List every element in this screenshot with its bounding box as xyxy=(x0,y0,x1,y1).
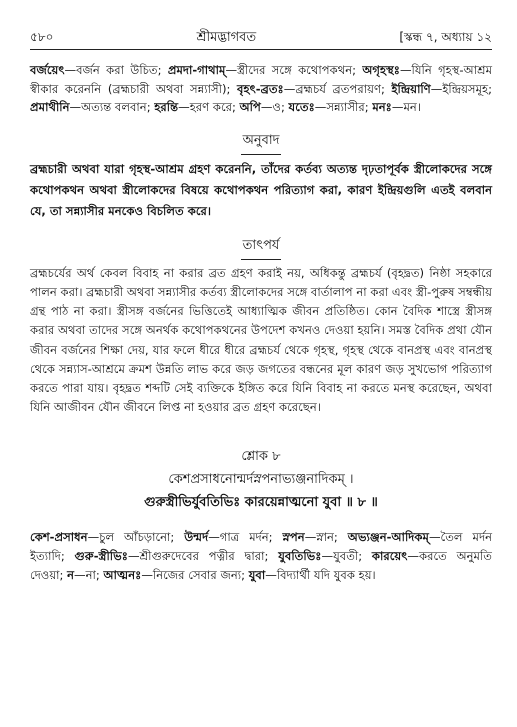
synonym-term: কারয়েৎ xyxy=(371,549,408,563)
synonym-term: উন্মর্দ xyxy=(184,530,209,545)
purport-text: ব্রহ্মচর্যের অর্থ কেবল বিবাহ না করার ব্রত গ্রহণ করাই নয়, অধিকন্তু ব্রহ্মচর্য (বৃহদ্ব্রত) নিষ্ঠা সহকারে পালন করা। ব্রহ্মচারী অথবা সন্ন্যাসীর কর্তব্য স্ত্রীলোকদের সঙ্গে বার্তালাপ না করা এবং স্ত্রী-পুরুষ সম্বন্ধীয় গ্রন্থ পাঠ না করা। স্ত্রীসঙ্গ বর্জনের ভিত্তিতেই আধ্যাত্মিক জীবন প্রতিষ্ঠিত। কোন বৈদিক শাস্ত্রে স্ত্রীসঙ্গ করার অথবা তাদের সঙ্গে অনর্থক কথোপকথনের উপদেশ কখনও দেওয়া হয়নি। সমস্ত বৈদিক প্রথা যৌন জীবন বর্জনের শিক্ষা দেয়, যার ফলে ধীরে ধীরে ব্রহ্মচর্য থেকে গৃহস্থ, গৃহস্থ থেকে বানপ্রস্থ এবং বানপ্রস্থ থেকে সন্ন্যাস-আশ্রমে ক্রমশ উন্নতি লাভ করে জড় জগতের বন্ধনের মূল কারণ জড় সুখভোগ পরিত্যাগ করতে পারা যায়। বৃহদ্ব্রত শব্দটি সেই ব্যক্তিকে ইঙ্গিত করে যিনি বিবাহ না করতে মনস্থ করেছেন, অথবা যিনি আজীবন যৌন জীবনে লিপ্ত না হওয়ার ব্রত গ্রহণ করেছেন। xyxy=(30,265,492,415)
verse-heading: শ্লোক ৮ xyxy=(241,449,281,465)
synonym-meaning: —স্নান; xyxy=(304,530,348,545)
synonyms-top xyxy=(30,61,492,117)
synonym-term: প্রমদা-গাথাম্ xyxy=(167,63,226,77)
synonym-meaning: —চুল আঁচড়ানো; xyxy=(87,530,185,545)
synonym-meaning: —হরণ করে; xyxy=(178,100,240,115)
verse-block xyxy=(30,445,492,514)
purport-heading: তাৎপর্য xyxy=(30,236,492,260)
synonym-term: অপি xyxy=(239,100,261,115)
synonym-meaning: —শ্রীগুরুদেবের পত্নীর দ্বারা; xyxy=(127,549,279,563)
synonym-term: প্রমাথীনি xyxy=(30,100,70,115)
synonym-term: আত্মনঃ xyxy=(103,567,142,582)
synonym-term: ইন্দ্রিয়াণি xyxy=(391,81,431,96)
synonym-meaning: —ইন্দ্রিয়সমূহ; xyxy=(430,81,493,96)
synonym-meaning: —গাত্র মর্দন; xyxy=(208,530,283,545)
synonym-meaning: —মন। xyxy=(391,100,421,115)
running-header xyxy=(30,28,492,50)
translation-heading: অনুবাদ xyxy=(30,131,492,155)
synonym-meaning: —তৈল মর্দন ইত্যাদি; xyxy=(30,530,492,563)
synonym-term: গুরু-স্ত্রীভিঃ xyxy=(74,549,128,563)
book-title: শ্রীমদ্ভাগবত xyxy=(196,30,257,45)
verse-line-2: গুরুস্ত্রীভির্যুবতিভিঃ কারয়েন্নাত্মনো যুবা ॥ ৮ ॥ xyxy=(144,495,378,511)
synonym-meaning: —না; xyxy=(74,567,104,582)
chapter-reference: [স্কন্ধ ৭, অধ্যায় ১২ xyxy=(399,30,492,44)
synonym-meaning: —বর্জন করা উচিত; xyxy=(64,63,168,77)
page xyxy=(30,28,492,584)
page-number: ৫৮০ xyxy=(30,30,54,44)
synonym-term: যতেঃ xyxy=(288,100,315,115)
synonyms-bottom xyxy=(30,528,492,584)
synonym-term: স্নপন xyxy=(282,530,305,545)
synonym-term: কেশ-প্রসাধন xyxy=(30,530,88,545)
synonym-meaning: —যিনি গৃহস্থ-আশ্রম স্বীকার করেননি (ব্রহ্মচারী অথবা সন্ন্যাসী); xyxy=(30,63,493,96)
synonym-meaning: —ও; xyxy=(260,100,289,115)
synonym-term: বর্জয়েৎ xyxy=(30,63,65,77)
synonym-meaning: —করতে অনুমতি দেওয়া; xyxy=(30,549,493,582)
synonym-meaning: —বিদ্যার্থী যদি যুবক হয়। xyxy=(265,567,376,582)
synonym-term: অভ্যঞ্জন-আদিকম্ xyxy=(347,530,429,545)
synonym-term: হরন্তি xyxy=(154,100,179,115)
synonym-term: অগৃহস্থঃ xyxy=(362,63,400,77)
synonym-term: ন xyxy=(67,567,75,582)
verse-line-1: কেশপ্রসাধনোন্মর্দস্নপনাভ্যঞ্জনাদিকম্ । xyxy=(168,472,354,488)
synonym-term: যুবা xyxy=(248,567,266,582)
synonym-meaning: —যুবতী; xyxy=(321,549,372,563)
synonym-meaning: —অত্যন্ত বলবান; xyxy=(69,100,155,115)
synonym-meaning: —ব্রহ্মচর্য ব্রতপরায়ণ; xyxy=(283,81,392,96)
translation-text: ব্রহ্মচারী অথবা যারা গৃহস্থ-আশ্রম গ্রহণ করেননি, তাঁদের কর্তব্য অত্যন্ত দৃঢ়তাপূর্বক স্ত্রীলোকদের সঙ্গে কথোপকথন অথবা স্ত্রীলোকদের বিষয়ে কথোপকথন পরিত্যাগ করা, কারণ ইন্দ্রিয়গুলি এতই বলবান যে, তা সন্ন্যাসীর মনকেও বিচলিত করে। xyxy=(30,161,492,218)
synonym-meaning: —সন্ন্যাসীর; xyxy=(314,100,373,115)
synonym-meaning: —স্ত্রীদের সঙ্গে কথোপকথন; xyxy=(225,63,363,77)
synonym-meaning: —নিজের সেবার জন্য; xyxy=(141,567,249,582)
synonym-term: যুবতিভিঃ xyxy=(278,549,322,563)
synonym-term: মনঃ xyxy=(372,100,392,115)
synonym-term: বৃহৎ-ব্রতঃ xyxy=(237,81,284,96)
